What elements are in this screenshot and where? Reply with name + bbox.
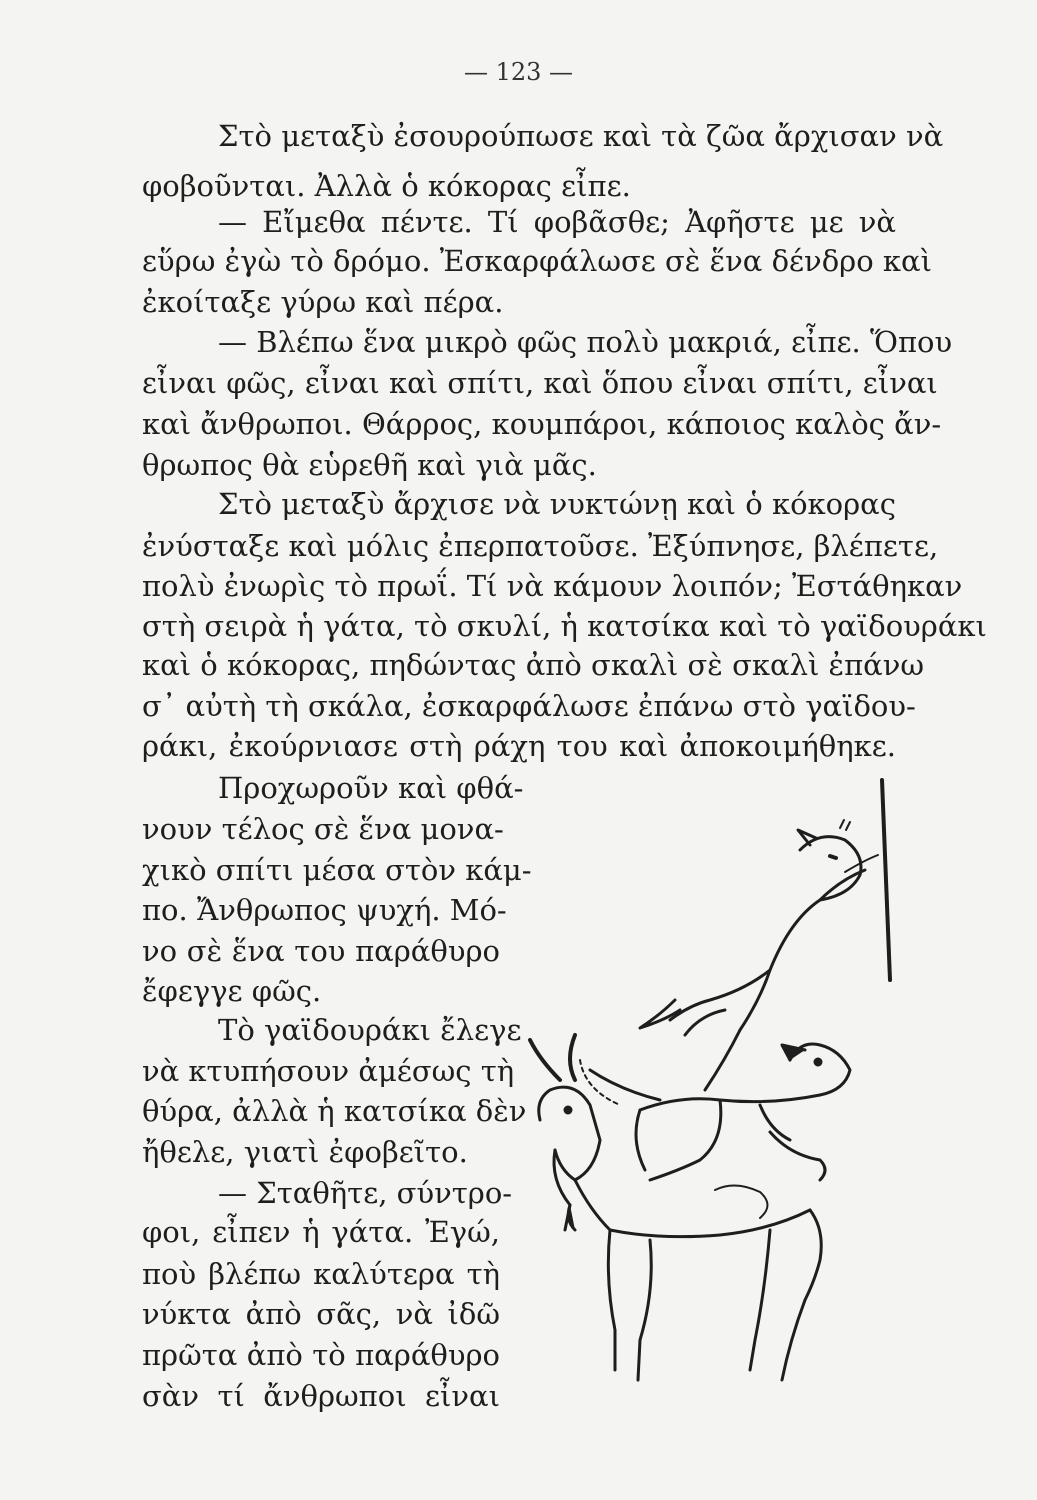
column-line: Προχωροῦν καὶ φθά- [218, 771, 524, 805]
column-line: πρῶτα ἀπὸ τὸ παράθυρο [142, 1338, 500, 1372]
text-line: πολὺ ἐνωρὶς τὸ πρωΐ. Τί νὰ κάμουν λοιπόν; Ἐστάθηκαν [142, 569, 963, 603]
column-line: χικὸ σπίτι μέσα στὸν κάμ- [142, 853, 532, 887]
text-line: ἐνύσταξε καὶ μόλις ἐπερπατοῦσε. Ἐξύπνησε, βλέπετε, [142, 529, 939, 563]
cat-figure [640, 820, 878, 1090]
text-line: — Εἴμεθα πέντε. Τί φοβᾶσθε; Ἀφῆστε με νὰ [218, 205, 896, 239]
text-line: Στὸ μεταξὺ ἄρχισε νὰ νυκτώνῃ καὶ ὁ κόκορας [218, 487, 896, 521]
column-line: ἔφεγγε φῶς. [142, 974, 322, 1008]
column-line: πο. Ἄνθρωπος ψυχή. Μό- [142, 893, 507, 927]
text-line: θρωπος θὰ εὑρεθῆ καὶ γιὰ μᾶς. [142, 448, 597, 482]
text-line: εὕρω ἐγὼ τὸ δρόμο. Ἐσκαρφάλωσε σὲ ἕνα δένδρο καὶ [142, 244, 932, 278]
column-line: νουν τέλος σὲ ἕνα μονα- [142, 812, 504, 846]
column-line: νο σὲ ἕνα του παράθυρο [142, 934, 500, 968]
text-line: Στὸ μεταξὺ ἐσουρούπωσε καὶ τὰ ζῶα ἄρχισαν νὰ [218, 119, 944, 153]
goat-figure [530, 1035, 821, 1380]
text-line: καὶ ὁ κόκορας, πηδώντας ἀπὸ σκαλὶ σὲ σκαλὶ ἐπάνω [142, 648, 925, 682]
page-number: — 123 — [463, 58, 574, 86]
pole [882, 780, 890, 980]
text-line: εἶναι φῶς, εἶναι καὶ σπίτι, καὶ ὅπου εἶναι σπίτι, εἶναι [142, 366, 938, 400]
text-line: ἐκοίταξε γύρω καὶ πέρα. [142, 285, 504, 319]
column-line: φοι, εἶπεν ἡ γάτα. Ἐγώ, [142, 1215, 500, 1249]
column-line: νύκτα ἀπὸ σᾶς, νὰ ἰδῶ [142, 1297, 500, 1331]
column-line: ποὺ βλέπω καλύτερα τὴ [142, 1257, 500, 1291]
column-line: θύρα, ἀλλὰ ἡ κατσίκα δὲν [142, 1094, 527, 1128]
text-line: στὴ σειρὰ ἡ γάτα, τὸ σκυλί, ἡ κατσίκα καὶ τὸ γαϊδουράκι [142, 609, 987, 643]
column-line: — Σταθῆτε, σύντρο- [218, 1176, 513, 1210]
column-line: νὰ κτυπήσουν ἀμέσως τὴ [142, 1054, 515, 1088]
text-line: φοβοῦνται. Ἀλλὰ ὁ κόκορας εἶπε. [142, 169, 631, 203]
text-line: σ᾿ αὐτὴ τὴ σκάλα, ἐσκαρφάλωσε ἐπάνω στὸ γαϊδου- [142, 689, 916, 723]
dog-figure [580, 1044, 850, 1180]
column-line: ἤθελε, γιατὶ ἐφοβεῖτο. [142, 1135, 468, 1169]
column-line: σὰν τί ἄνθρωποι εἶναι [142, 1379, 500, 1413]
text-line: καὶ ἄνθρωποι. Θάρρος, κουμπάροι, κάποιος καλὸς ἄν- [142, 407, 942, 441]
animals-stack-illustration [520, 760, 920, 1460]
text-line: — Βλέπω ἕνα μικρὸ φῶς πολὺ μακριά, εἶπε. Ὅπου [218, 325, 953, 359]
column-line: Τὸ γαϊδουράκι ἔλεγε [218, 1013, 522, 1047]
text-line: ράκι, ἐκούρνιασε στὴ ράχη του καὶ ἀποκοιμήθηκε. [142, 729, 896, 763]
